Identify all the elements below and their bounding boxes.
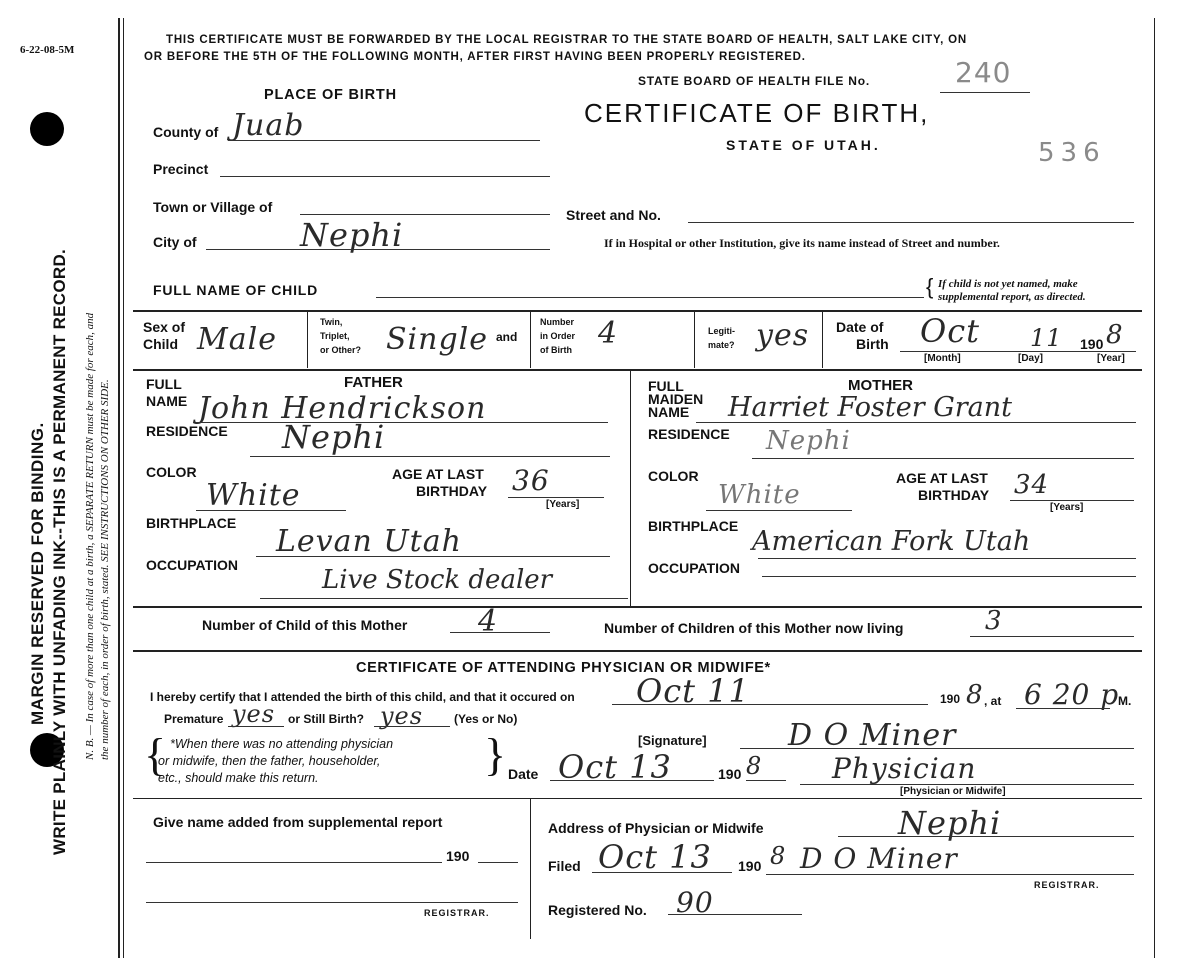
mother-color-label: COLOR <box>648 468 699 484</box>
twin-label-1: Twin, <box>320 317 343 327</box>
registered-line <box>668 914 802 915</box>
cell-divider-3 <box>694 312 695 368</box>
father-color-line <box>196 510 346 511</box>
place-of-birth-heading: PLACE OF BIRTH <box>264 87 397 103</box>
mother-color-line <box>706 510 852 511</box>
order-label-3: of Birth <box>540 345 572 355</box>
father-birthplace-line <box>256 556 610 557</box>
registered-number: 90 <box>676 886 714 919</box>
cell-divider-4 <box>822 312 823 368</box>
father-name: John Hendrickson <box>198 391 487 426</box>
precinct-label: Precinct <box>153 161 209 177</box>
street-label: Street and No. <box>566 207 661 223</box>
premature-value: yes <box>232 700 276 728</box>
sex-value: Male <box>197 322 277 357</box>
child-name-note-2: supplemental report, as directed. <box>938 291 1086 303</box>
and-label: and <box>496 330 518 344</box>
section-divider-2 <box>133 369 1142 371</box>
certificate-title: CERTIFICATE OF BIRTH, <box>584 98 930 128</box>
child-name-line <box>376 297 924 298</box>
father-age-label-2: BIRTHDAY <box>416 483 488 499</box>
premature-line <box>228 726 284 727</box>
filing-registrar-label: REGISTRAR. <box>1034 880 1100 890</box>
physician-birth-date: Oct 11 <box>636 672 750 710</box>
father-age-line <box>508 497 604 498</box>
section-divider-1 <box>133 310 1142 312</box>
signed-date-line <box>550 780 714 781</box>
mother-name-line <box>696 422 1136 423</box>
physician-birth-date-line <box>612 704 928 705</box>
children-living: 3 <box>985 606 1003 636</box>
note-line-3: etc., should make this return. <box>158 771 319 785</box>
city-line <box>206 249 550 250</box>
side-number: 536 <box>1038 138 1106 168</box>
physician-time-line <box>1016 708 1110 709</box>
cell-divider-2 <box>530 312 531 368</box>
date-label: Date <box>508 766 539 782</box>
father-years-label: [Years] <box>546 499 580 510</box>
child-name-note-1: If child is not yet named, make <box>938 278 1078 290</box>
premature-label: Premature <box>164 712 224 726</box>
mother-age-line <box>1010 500 1134 501</box>
dob-day-label: [Day] <box>1018 353 1044 364</box>
father-age: 36 <box>512 464 550 497</box>
mother-residence: Nephi <box>766 426 851 456</box>
mother-birthplace-label: BIRTHPLACE <box>648 518 739 534</box>
children-living-label: Number of Children of this Mother now living <box>604 620 904 636</box>
father-occupation: Live Stock dealer <box>322 565 553 595</box>
father-full-label: FULL <box>146 376 182 392</box>
children-living-line <box>970 636 1134 637</box>
signature-value: D O Miner <box>788 718 957 753</box>
cell-divider-1 <box>307 312 308 368</box>
father-color: White <box>206 478 301 513</box>
dob-year-prefix: 190 <box>1080 336 1104 352</box>
notice-line-2: OR BEFORE THE 5TH OF THE FOLLOWING MONTH, AFTER FIRST HAVING BEEN PROPERLY REGISTERED. <box>144 51 806 63</box>
still-birth-line <box>374 726 450 727</box>
mother-birthplace: American Fork Utah <box>752 526 1031 557</box>
mother-birthplace-line <box>758 558 1136 559</box>
supplemental-year-line <box>478 862 518 863</box>
father-name-line <box>196 422 608 423</box>
mother-occupation-label: OCCUPATION <box>648 560 741 576</box>
mother-occupation-line <box>762 576 1136 577</box>
father-residence-label: RESIDENCE <box>146 423 228 439</box>
order-value: 4 <box>598 316 619 351</box>
father-name-label: NAME <box>146 393 188 409</box>
street-note: If in Hospital or other Institution, give its name instead of Street and number. <box>604 236 1000 250</box>
physician-year-prefix: 190 <box>940 692 961 706</box>
father-birthplace-label: BIRTHPLACE <box>146 515 237 531</box>
child-name-label: FULL NAME OF CHILD <box>153 282 319 298</box>
filed-year: 8 <box>770 842 787 870</box>
left-border-inner <box>123 18 124 958</box>
town-label: Town or Village of <box>153 199 273 215</box>
street-line <box>688 222 1134 223</box>
signature-line <box>740 748 1134 749</box>
physician-title-label: [Physician or Midwife] <box>900 786 1006 797</box>
physician-heading: CERTIFICATE OF ATTENDING PHYSICIAN OR MIDWIFE* <box>356 660 771 676</box>
city-label: City of <box>153 234 197 250</box>
mother-age-label-1: AGE AT LAST <box>896 470 988 486</box>
county-line <box>228 140 540 141</box>
yes-no-label: (Yes or No) <box>454 712 518 726</box>
twin-value: Single <box>386 322 489 357</box>
supplemental-line <box>146 862 442 863</box>
town-line <box>300 214 550 215</box>
filed-date: Oct 13 <box>598 838 712 876</box>
mother-residence-line <box>752 458 1134 459</box>
signature-label: [Signature] <box>638 733 707 748</box>
physician-year: 8 <box>966 680 984 710</box>
supplemental-registrar-label: REGISTRAR. <box>424 908 490 918</box>
still-birth-value: yes <box>380 702 424 730</box>
filed-date-line <box>592 872 732 873</box>
registered-label: Registered No. <box>548 902 647 918</box>
father-color-label: COLOR <box>146 464 197 480</box>
physician-title: Physician <box>832 752 977 785</box>
left-border <box>118 18 120 958</box>
still-birth-label: or Still Birth? <box>288 712 364 726</box>
precinct-line <box>220 176 550 177</box>
filed-by: D O Miner <box>800 842 958 875</box>
filed-year-prefix: 190 <box>738 858 762 874</box>
certify-text: I hereby certify that I attended the birth of this child, and that it occured on <box>150 690 575 704</box>
child-number-line <box>450 632 550 633</box>
mother-residence-label: RESIDENCE <box>648 426 730 442</box>
margin-nb-line1: N. B. — In case of more than one child at a birth, a SEPARATE RETURN must be made for each, and <box>84 312 96 760</box>
physician-at-label: , at <box>984 694 1002 708</box>
father-residence: Nephi <box>282 418 386 456</box>
mother-heading: MOTHER <box>848 377 913 394</box>
physician-title-line <box>800 784 1134 785</box>
child-name-brace: { <box>926 274 934 299</box>
notice-line-1: THIS CERTIFICATE MUST BE FORWARDED BY THE LOCAL REGISTRAR TO THE STATE BOARD OF HEALTH, SALT LAKE CITY, ON <box>166 34 967 46</box>
margin-nb-line2: the number of each, in order of birth, stated. SEE INSTRUCTIONS ON OTHER SIDE. <box>99 379 111 760</box>
mother-full-label: FULL <box>648 378 684 394</box>
address-value: Nephi <box>898 804 1002 842</box>
father-age-label-1: AGE AT LAST <box>392 466 484 482</box>
signed-year: 8 <box>746 752 763 780</box>
mother-years-label: [Years] <box>1050 502 1084 513</box>
section-divider-4 <box>133 650 1142 652</box>
bottom-divider <box>530 799 531 939</box>
note-brace-right: } <box>484 729 507 780</box>
file-number: 240 <box>955 56 1012 89</box>
mother-name: Harriet Foster Grant <box>728 392 1013 423</box>
mother-maiden-label: MAIDEN <box>648 391 704 407</box>
legit-value: yes <box>756 318 810 353</box>
dob-month: Oct <box>920 312 981 350</box>
form-code: 6-22-08-5M <box>20 44 75 56</box>
legit-label-2: mate? <box>708 340 735 350</box>
father-occupation-label: OCCUPATION <box>146 557 239 573</box>
filed-label: Filed <box>548 858 581 874</box>
order-label-2: in Order <box>540 331 576 341</box>
father-birthplace: Levan Utah <box>276 524 462 559</box>
signed-year-line <box>746 780 786 781</box>
supplemental-year-prefix: 190 <box>446 848 470 864</box>
sex-label-1: Sex of <box>143 319 186 335</box>
filed-by-line <box>766 874 1134 875</box>
dob-label-2: Birth <box>856 336 889 352</box>
note-line-1: *When there was no attending physician <box>170 737 394 751</box>
dob-year: 8 <box>1106 320 1124 350</box>
legit-label-1: Legiti- <box>708 326 735 336</box>
order-label-1: Number <box>540 317 575 327</box>
address-line <box>838 836 1134 837</box>
child-number-label: Number of Child of this Mother <box>202 617 408 633</box>
mother-name-label: NAME <box>648 404 690 420</box>
dob-day: 11 <box>1030 324 1063 352</box>
county-value: Juab <box>232 108 305 143</box>
child-number: 4 <box>478 604 499 639</box>
note-brace-left: { <box>144 729 167 780</box>
parents-divider <box>630 370 631 606</box>
file-number-line <box>940 92 1030 93</box>
dob-label-1: Date of <box>836 319 884 335</box>
section-divider-5 <box>133 798 1142 799</box>
mother-age: 34 <box>1014 470 1050 500</box>
father-heading: FATHER <box>344 374 403 391</box>
city-value: Nephi <box>300 216 404 254</box>
county-label: County of <box>153 124 219 140</box>
note-line-2: or midwife, then the father, householder, <box>158 754 381 768</box>
dob-year-label: [Year] <box>1097 353 1125 364</box>
margin-binding-text: WRITE PLAINLY WITH UNFADING INK--THIS IS A PERMANENT RECORD. <box>50 248 69 855</box>
twin-label-3: or Other? <box>320 345 362 355</box>
supplemental-registrar-line <box>146 902 518 903</box>
mother-age-label-2: BIRTHDAY <box>918 487 990 503</box>
twin-label-2: Triplet, <box>320 331 350 341</box>
physician-m-label: M. <box>1118 694 1132 708</box>
address-label: Address of Physician or Midwife <box>548 820 764 836</box>
file-number-label: STATE BOARD OF HEALTH FILE No. <box>638 74 870 88</box>
dob-month-label: [Month] <box>924 353 961 364</box>
margin-reserved-text: MARGIN RESERVED FOR BINDING. <box>28 422 47 725</box>
mother-color: White <box>718 480 801 510</box>
signed-date: Oct 13 <box>558 748 672 786</box>
father-occupation-line <box>260 598 628 599</box>
physician-time: 6 20 p <box>1024 678 1120 711</box>
signed-year-prefix: 190 <box>718 766 742 782</box>
dob-line <box>900 351 1136 352</box>
sex-label-2: Child <box>143 336 178 352</box>
state-of-utah: STATE OF UTAH. <box>726 137 881 153</box>
supplemental-label: Give name added from supplemental report <box>153 814 443 830</box>
father-residence-line <box>250 456 610 457</box>
right-border <box>1154 18 1155 958</box>
